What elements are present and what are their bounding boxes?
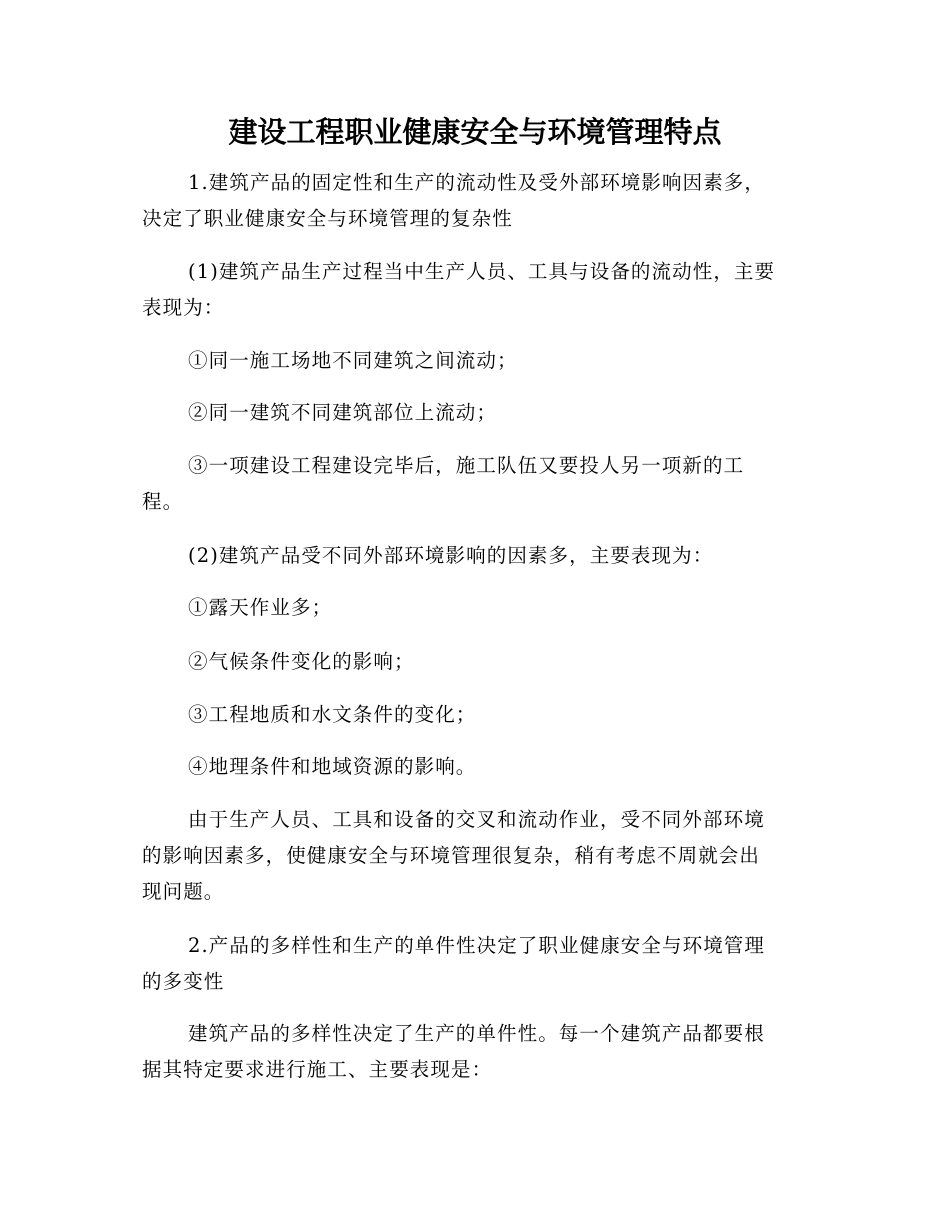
list-item-4	[142, 590, 807, 626]
paragraph-5	[142, 928, 807, 1000]
list-item-3	[142, 448, 807, 520]
paragraph-line: ①露天作业多；	[188, 596, 333, 619]
list-item-6	[142, 697, 807, 733]
paragraph-line: ③一项建设工程建设完毕后，施工队伍又要投人另一项新的工	[188, 454, 745, 477]
paragraph-line: 决定了职业健康安全与环境管理的复杂性	[142, 207, 513, 230]
paragraph-3	[142, 538, 807, 574]
paragraph-line: 据其特定要求进行施工、主要表现是：	[142, 1058, 493, 1081]
paragraph-line: 程。	[142, 490, 184, 513]
paragraph-line: ③工程地质和水文条件的变化；	[188, 703, 477, 726]
paragraph-4	[142, 802, 807, 910]
paragraph-line: ②同一建筑不同建筑部位上流动；	[188, 401, 498, 424]
paragraph-line: 1.建筑产品的固定性和生产的流动性及受外部环境影响因素多，	[188, 171, 766, 194]
page-title: 建设工程职业健康安全与环境管理特点	[228, 115, 722, 149]
paragraph-line: 的影响因素多，使健康安全与环境管理很复杂，稍有考虑不周就会出	[142, 844, 761, 867]
paragraph-line: (1)建筑产品生产过程当中生产人员、工具与设备的流动性，主要	[188, 260, 776, 283]
paragraph-line: 的多变性	[142, 970, 225, 993]
paragraph-line: 现问题。	[142, 880, 225, 903]
paragraph-1	[142, 165, 807, 237]
list-item-5	[142, 644, 807, 680]
paragraph-line: ①同一施工场地不同建筑之间流动；	[188, 349, 518, 372]
paragraph-line: (2)建筑产品受不同外部环境影响的因素多，主要表现为：	[188, 544, 714, 567]
list-item-1	[142, 343, 807, 379]
paragraph-line: 由于生产人员、工具和设备的交叉和流动作业，受不同外部环境	[188, 808, 765, 831]
paragraph-line: 2.产品的多样性和生产的单件性决定了职业健康安全与环境管理	[188, 934, 766, 957]
paragraph-2	[142, 254, 807, 326]
paragraph-line: ②气候条件变化的影响；	[188, 650, 415, 673]
list-item-2	[142, 395, 807, 431]
list-item-7	[142, 749, 807, 785]
paragraph-6	[142, 1016, 807, 1088]
paragraph-line: ④地理条件和地域资源的影响。	[188, 755, 477, 778]
paragraph-line: 表现为：	[142, 296, 225, 319]
paragraph-line: 建筑产品的多样性决定了生产的单件性。每一个建筑产品都要根	[188, 1022, 765, 1045]
